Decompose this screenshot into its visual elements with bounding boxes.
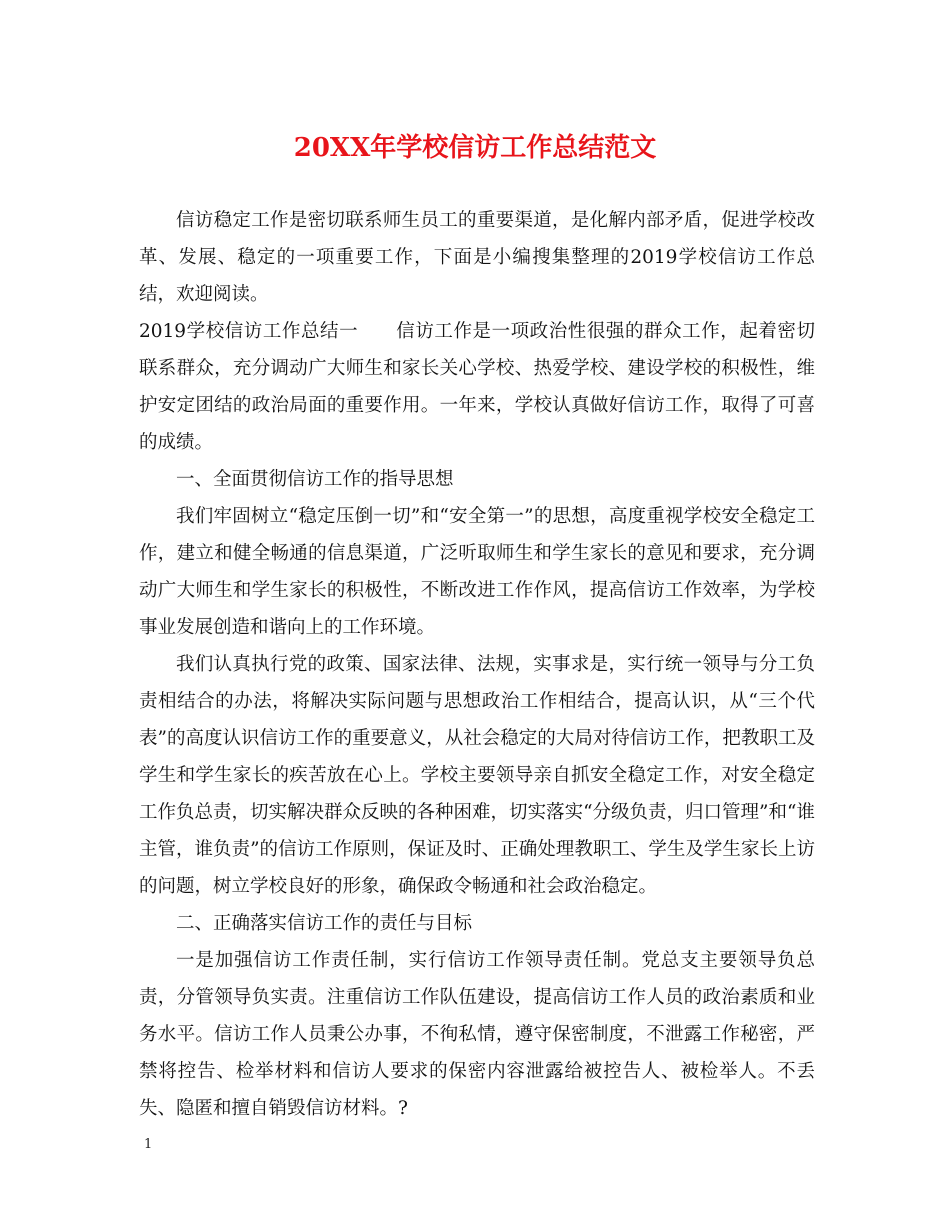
summary-one-paragraph: 2019学校信访工作总结一 信访工作是一项政治性很强的群众工作，起着密切联系群众，充分调动广大师生和家长关心学校、热爱学校、建设学校的积极性，维护安定团结的政治局面的重要作用。一年来，学校认真做好信访工作，取得了可喜的成绩。 [139, 321, 815, 453]
page-number: 1 [144, 1137, 153, 1152]
intro-paragraph: 信访稳定工作是密切联系师生员工的重要渠道，是化解内部矛盾，促进学校改革、发展、稳定的一项重要工作，下面是小编搜集整理的2019学校信访工作总结，欢迎阅读。 [139, 210, 815, 305]
body-paragraph: 一是加强信访工作责任制，实行信访工作领导责任制。党总支主要领导负总责，分管领导负实责。注重信访工作队伍建设，提高信访工作人员的政治素质和业务水平。信访工作人员秉公办事，不徇私情，遵守保密制度，不泄露工作秘密，严禁将控告、检举材料和信访人要求的保密内容泄露给被控告人、被检举人。不丢失、隐匿和擅自销毁信访材料。? [139, 950, 815, 1119]
body-paragraph: 我们认真执行党的政策、国家法律、法规，实事求是，实行统一领导与分工负责相结合的办法，将解决实际问题与思想政治工作相结合，提高认识，从“三个代表”的高度认识信访工作的重要意义，从社会稳定的大局对待信访工作，把教职工及学生和学生家长的疾苦放在心上。学校主要领导亲自抓安全稳定工作，对安全稳定工作负总责，切实解决群众反映的各种困难，切实落实“分级负责，归口管理”和“谁主管，谁负责”的信访工作原则，保证及时、正确处理教职工、学生及学生家长上访的问题，树立学校良好的形象，确保政令畅通和社会政治稳定。 [139, 654, 815, 897]
document-body [139, 202, 815, 1127]
section-heading-1: 一、全面贯彻信访工作的指导思想 [176, 469, 454, 490]
body-paragraph: 我们牢固树立“稳定压倒一切”和“安全第一”的思想，高度重视学校安全稳定工作，建立和健全畅通的信息渠道，广泛听取师生和学生家长的意见和要求，充分调动广大师生和学生家长的积极性，不断改进工作作风，提高信访工作效率，为学校事业发展创造和谐向上的工作环境。 [139, 506, 815, 638]
section-heading-2: 二、正确落实信访工作的责任与目标 [176, 913, 473, 934]
document-title: 20XX年学校信访工作总结范文 [293, 133, 657, 163]
